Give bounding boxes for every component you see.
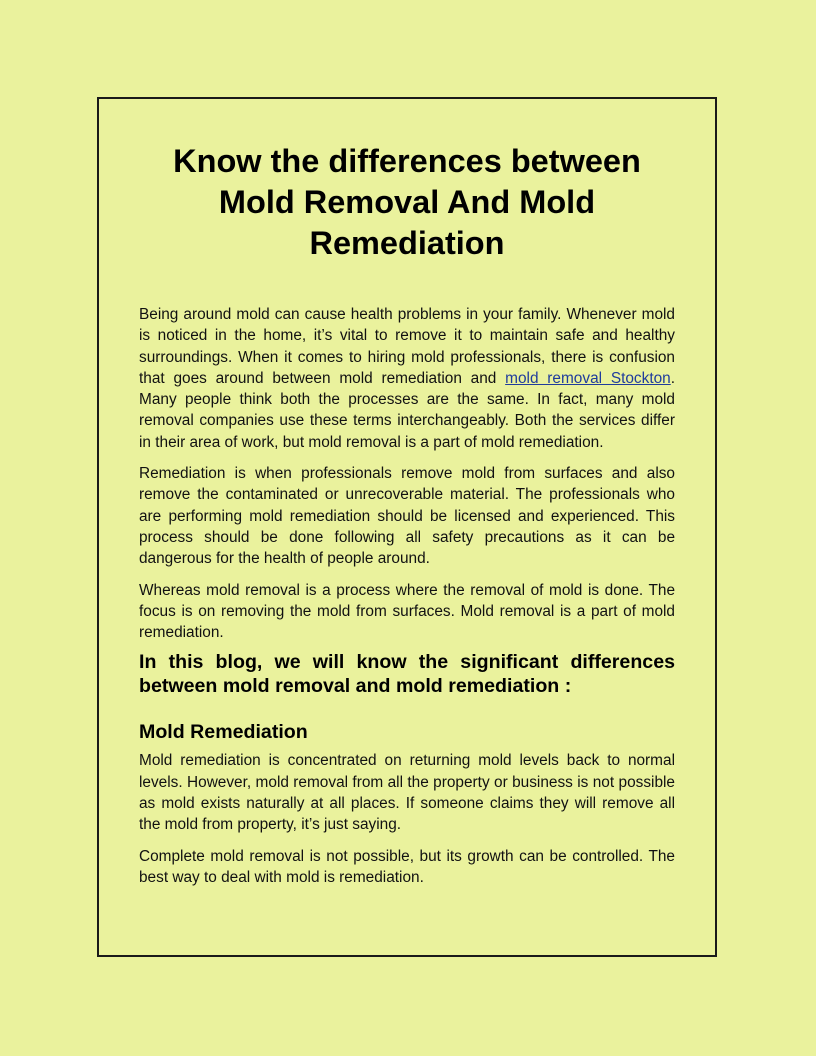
page-border-frame — [97, 97, 717, 957]
section-heading-mold-remediation: Mold Remediation — [139, 721, 308, 744]
document-content — [139, 141, 675, 898]
remediation-paragraph: Remediation is when professionals remove mold from surfaces and also remove the contaminated or unrecoverable material. The professionals who are performing mold remediation should be licensed and experienced. This process should be done following all safety precautions as it can be dangerous for the health of people around. — [139, 465, 675, 568]
intro-text-after-link: . Many people think both the processes are the same. In fact, many mold removal companies use these terms interchangeably. Both the services differ in their area of work, but mold removal is a part of mold remediation. — [139, 369, 676, 451]
mold-removal-stockton-link[interactable]: mold removal Stockton — [505, 369, 671, 387]
section-paragraph-2: Complete mold removal is not possible, but its growth can be controlled. The best way to deal with mold is remediation. — [139, 847, 675, 886]
document-title: Know the differences between Mold Removal And Mold Remediation — [173, 143, 641, 261]
blog-heading: In this blog, we will know the significant differences between mold removal and mold remediation : — [139, 651, 675, 697]
removal-paragraph: Whereas mold removal is a process where the removal of mold is done. The focus is on removing the mold from surfaces. Mold removal is a part of mold remediation. — [139, 581, 675, 642]
intro-paragraph — [139, 304, 675, 453]
intro-text-before-link: Being around mold can cause health problems in your family. Whenever mold is noticed in the home, it’s vital to remove it to maintain safe and healthy surroundings. When it comes to hiring mold professionals, there is confusion that goes around between mold remediation and — [139, 306, 675, 387]
section-paragraph-1: Mold remediation is concentrated on returning mold levels back to normal levels. However, mold removal from all the property or business is not possible as mold exists naturally at all places. If someone claims they will remove all the mold from property, it’s just saying. — [139, 752, 675, 834]
